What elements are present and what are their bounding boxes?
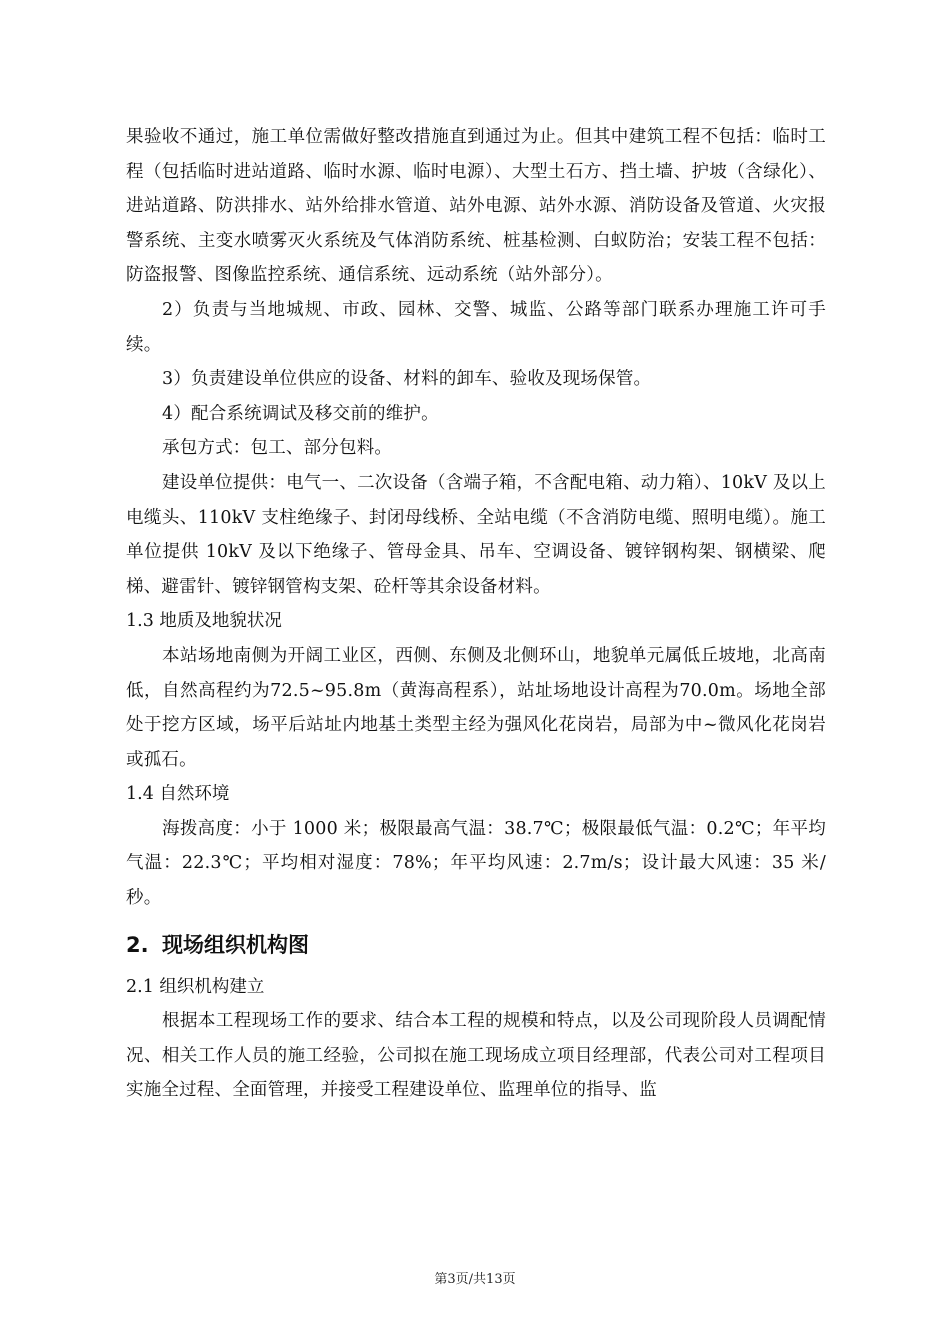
heading-section-2 — [126, 930, 826, 960]
heading-1-3: 1.3 地质及地貌状况 — [126, 611, 282, 632]
heading-1-4: 1.4 自然环境 — [126, 784, 230, 805]
heading-section-2-title: 现场组织机构图 — [162, 932, 309, 957]
paragraph-environment: 海拨高度：小于 1000 米；极限最高气温：38.7℃；极限最低气温：0.2℃；年平均气温：22.3℃；平均相对湿度：78%；年平均风速：2.7m/s；设计最大风速：35 米/秒。 — [126, 818, 826, 909]
paragraph-contract-mode: 承包方式：包工、部分包料。 — [162, 438, 393, 459]
paragraph-organization: 根据本工程现场工作的要求、结合本工程的规模和特点，以及公司现阶段人员调配情况、相关工作人员的施工经验，公司拟在施工现场成立项目经理部，代表公司对工程项目实施全过程、全面管理，并接受工程建设单位、监理单位的指导、监 — [126, 1011, 826, 1101]
paragraph-item-3: 3）负责建设单位供应的设备、材料的卸车、验收及现场保管。 — [162, 369, 652, 390]
paragraph-supply-scope: 建设单位提供：电气一、二次设备（含端子箱，不含配电箱、动力箱）、10kV 及以上电缆头、110kV 支柱绝缘子、封闭母线桥、全站电缆（不含消防电缆、照明电缆）。施工单位提供 10kV 及以下绝缘子、管母金具、吊车、空调设备、镀锌钢构架、钢横梁、爬梯、避雷针、镀锌钢管构支架、砼杆等其余设备材料。 — [126, 472, 826, 597]
paragraph-item-4: 4）配合系统调试及移交前的维护。 — [162, 403, 439, 424]
document-body — [126, 120, 826, 1108]
paragraph-item-2: 2）负责与当地城规、市政、园林、交警、城监、公路等部门联系办理施工许可手续。 — [126, 299, 826, 355]
heading-section-2-number: 2. — [126, 932, 149, 957]
heading-2-1: 2.1 组织机构建立 — [126, 976, 265, 997]
paragraph-scope-exclusions: 果验收不通过，施工单位需做好整改措施直到通过为止。但其中建筑工程不包括：临时工程（包括临时进站道路、临时水源、临时电源）、大型土石方、挡土墙、护坡（含绿化）、进站道路、防洪排水、站外给排水管道、站外电源、站外水源、消防设备及管道、火灾报警系统、主变水喷雾灭火系统及气体消防系统、桩基检测、白蚁防治；安装工程不包括：防盗报警、图像监控系统、通信系统、远动系统（站外部分）。 — [126, 127, 826, 286]
paragraph-geology: 本站场地南侧为开阔工业区，西侧、东侧及北侧环山，地貌单元属低丘坡地，北高南低，自然高程约为72.5~95.8m（黄海高程系），站址场地设计高程为70.0m。场地全部处于挖方区域，场平后站址内地基土类型主经为强风化花岗岩，局部为中~微风化花岗岩或孤石。 — [126, 645, 826, 770]
page-number-footer: 第3页/共13页 — [434, 1272, 516, 1287]
